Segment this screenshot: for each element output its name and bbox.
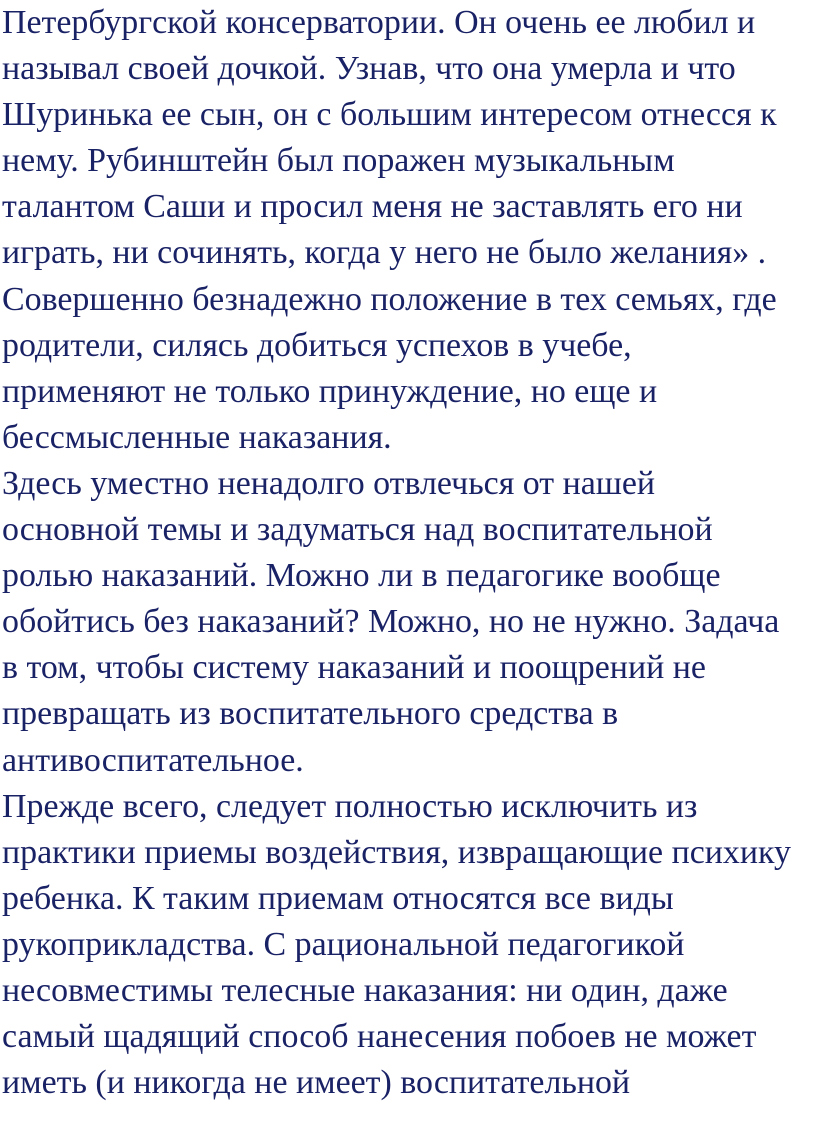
text-line: называл своей дочкой. Узнав, что она умерла и что [2, 50, 736, 88]
text-line: самый щадящий способ нанесения побоев не может [2, 1018, 757, 1056]
text-line: рукоприкладства. С рациональной педагогикой [2, 925, 685, 963]
text-line: антивоспитательное. [2, 741, 304, 779]
text-line: нему. Рубинштейн был поражен музыкальным [2, 142, 675, 180]
text-line: практики приемы воздействия, извращающие психику [2, 833, 791, 871]
text-line: в том, чтобы систему наказаний и поощрений не [2, 649, 706, 687]
text-line: Здесь уместно ненадолго отвлечься от нашей [2, 464, 656, 502]
text-line: Совершенно безнадежно положение в тех семьях, где [2, 280, 777, 318]
text-line: ролью наказаний. Можно ли в педагогике вообще [2, 557, 721, 595]
text-line: иметь (и никогда не имеет) воспитательной [2, 1064, 631, 1102]
text-line: Прежде всего, следует полностью исключить из [2, 787, 698, 825]
text-line: родители, силясь добиться успехов в учебе, [2, 326, 632, 364]
text-line: несовместимы телесные наказания: ни один, даже [2, 971, 728, 1009]
text-line: Петербургской консерватории. Он очень ее любил и [2, 4, 756, 41]
text-line: обойтись без наказаний? Можно, но не нужно. Задача [2, 603, 780, 641]
text-line: ребенка. К таким приемам относятся все виды [2, 879, 674, 917]
text-line: основной темы и задуматься над воспитательной [2, 511, 713, 549]
text-line: талантом Саши и просил меня не заставлять его ни [2, 188, 743, 226]
text-line: бессмысленные наказания. [2, 418, 392, 456]
text-line: применяют не только принуждение, но еще и [2, 372, 658, 410]
text-line: играть, ни сочинять, когда у него не было желания» . [2, 234, 767, 272]
text-line: превращать из воспитательного средства в [2, 695, 619, 733]
text-line: Шуринька ее сын, он с большим интересом отнесся к [2, 96, 777, 134]
document-text-body [2, 0, 816, 1106]
